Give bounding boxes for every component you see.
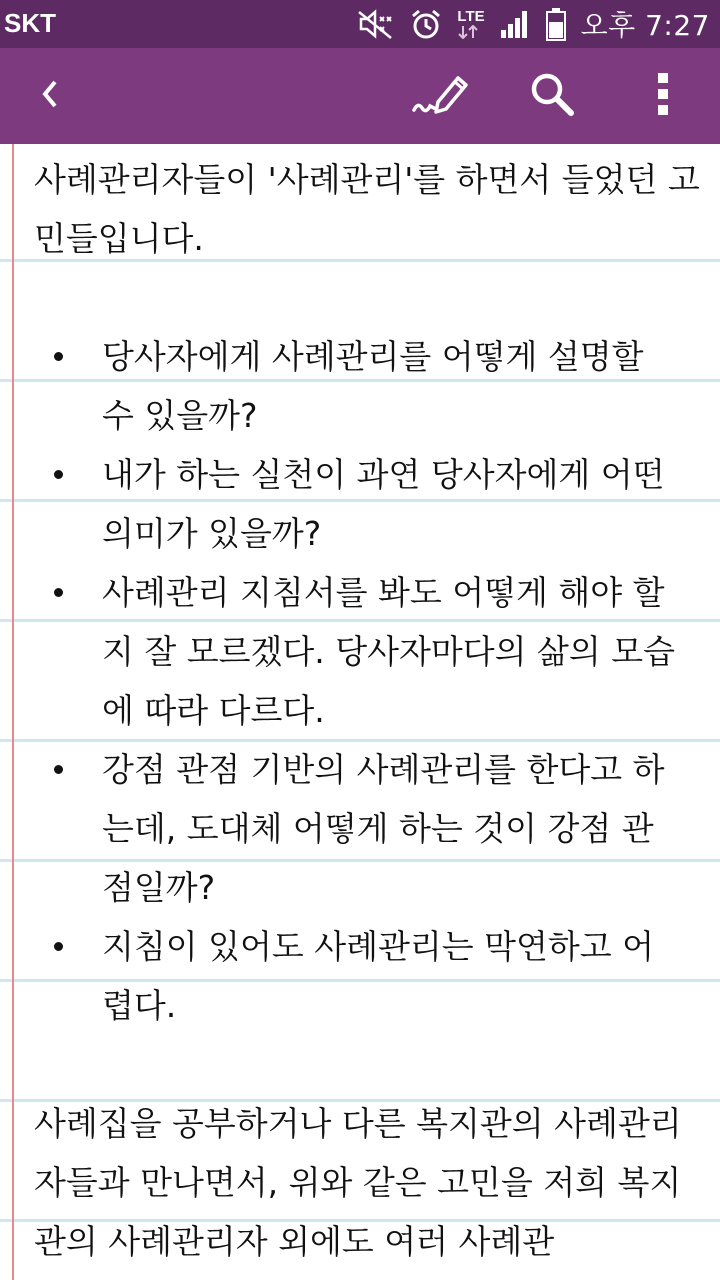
- bullet-icon: [54, 588, 63, 597]
- list-item-text: 당사자에게 사례관리를 어떻게 설명할 수 있을까?: [102, 337, 644, 435]
- bullet-icon: [54, 352, 63, 361]
- list-item-text: 강점 관점 기반의 사례관리를 한다고 하는데, 도대체 어떻게 하는 것이 강점 관점일까?: [102, 750, 665, 907]
- lte-icon: [457, 9, 484, 39]
- more-button[interactable]: [628, 48, 698, 144]
- alarm-icon: [409, 7, 443, 41]
- outro-paragraph: 사례집을 공부하거나 다른 복지관의 사례관리자들과 만나면서, 위와 같은 고민을 저희 복지관의 사례관리자 외에도 여러 사례관: [34, 1104, 682, 1261]
- bullet-icon: [54, 470, 63, 479]
- back-button[interactable]: [14, 48, 84, 144]
- list-item: [18, 917, 708, 1035]
- more-icon: [657, 72, 669, 120]
- list-item-text: 지침이 있어도 사례관리는 막연하고 어렵다.: [102, 927, 655, 1025]
- margin-line: [12, 144, 14, 1280]
- note-body[interactable]: [18, 150, 708, 1271]
- blank-line: [18, 268, 708, 327]
- status-bar: [0, 0, 720, 48]
- intro-paragraph: 사례관리자들이 '사례관리'를 하면서 들었던 고민들입니다.: [34, 160, 700, 258]
- concern-list: [18, 327, 708, 1035]
- note-canvas[interactable]: [0, 144, 720, 1280]
- status-icons: [355, 4, 710, 44]
- app-bar: [0, 48, 720, 144]
- list-item-text: 사례관리 지침서를 봐도 어떻게 해야 할 지 잘 모르겠다. 당사자마다의 삶의 모습에 따라 다르다.: [102, 573, 675, 730]
- search-icon: [529, 71, 575, 121]
- list-item: [18, 740, 708, 917]
- signal-icon: [499, 8, 531, 40]
- list-item-text: 내가 하는 실천이 과연 당사자에게 어떤 의미가 있을까?: [102, 455, 665, 553]
- bullet-icon: [54, 765, 63, 774]
- back-icon: [37, 74, 61, 118]
- lte-label: LTE: [457, 8, 485, 25]
- blank-line: [18, 1035, 708, 1094]
- list-item: [18, 445, 708, 563]
- edit-button[interactable]: [400, 48, 480, 144]
- bullet-icon: [54, 942, 63, 951]
- clock: 오후 7:27: [580, 9, 710, 42]
- carrier-label: SKT: [4, 8, 56, 38]
- pen-icon: [410, 72, 470, 120]
- mute-icon: [355, 8, 395, 40]
- list-item: [18, 563, 708, 740]
- list-item: [18, 327, 708, 445]
- search-button[interactable]: [512, 48, 592, 144]
- battery-icon: [545, 7, 567, 41]
